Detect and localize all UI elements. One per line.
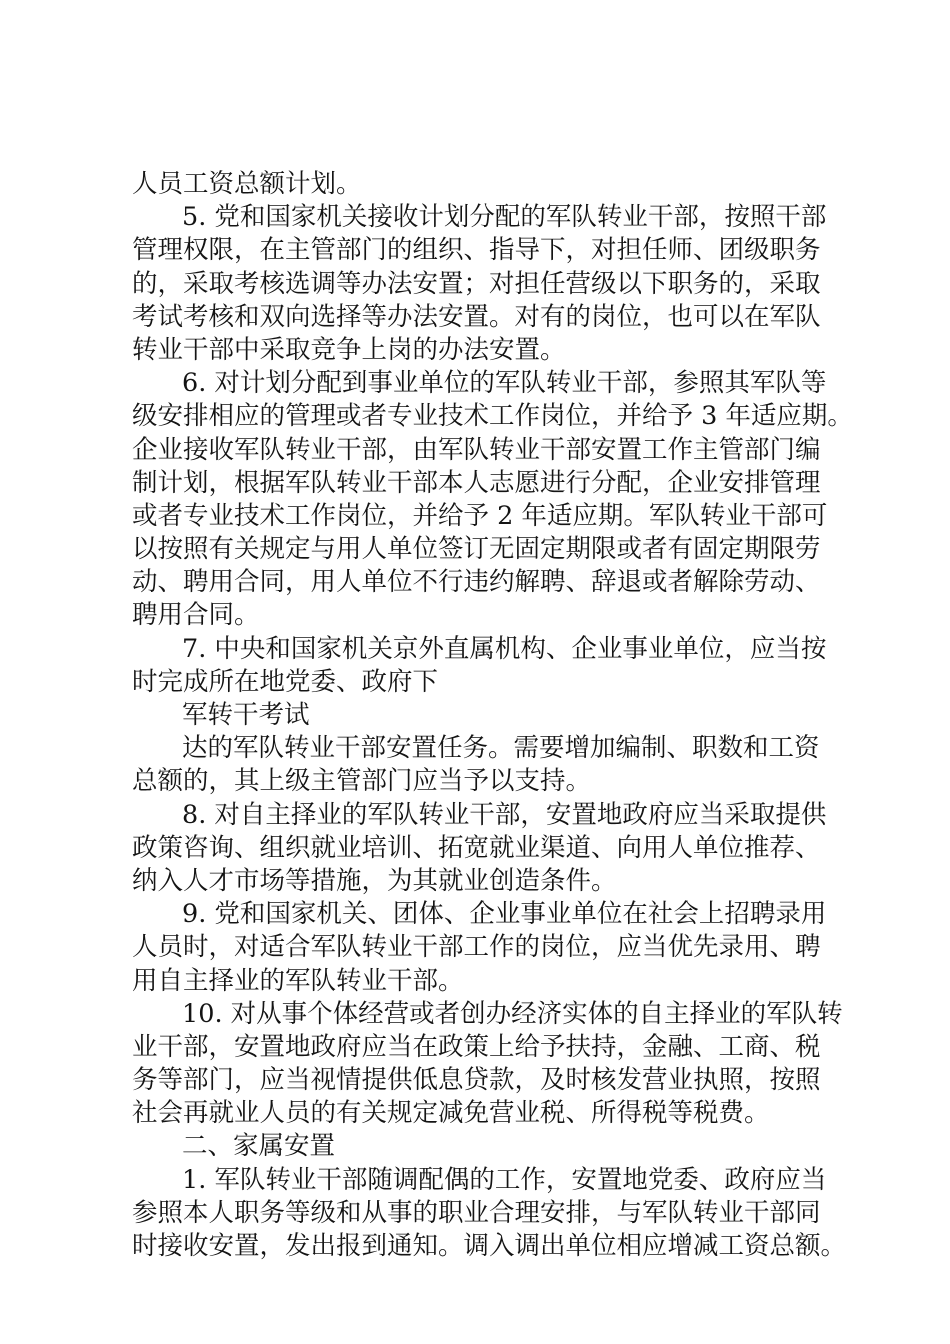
text-line: 达的军队转业干部安置任务。需要增加编制、职数和工资: [182, 733, 820, 764]
text-line: 转业干部中采取竞争上岗的办法安置。: [132, 334, 566, 365]
text-line: 或者专业技术工作岗位，并给予 2 年适应期。军队转业干部可: [132, 500, 828, 531]
text-line: 参照本人职务等级和从事的职业合理安排，与军队转业干部同: [132, 1197, 821, 1228]
text-line: 企业接收军队转业干部，由军队转业干部安置工作主管部门编: [132, 434, 821, 465]
text-line: 以按照有关规定与用人单位签订无固定期限或者有固定期限劳: [132, 534, 821, 565]
text-line: 聘用合同。: [132, 600, 260, 631]
text-line: 5. 党和国家机关接收计划分配的军队转业干部，按照干部: [182, 202, 827, 233]
document-body: [132, 168, 853, 1263]
text-line: 级安排相应的管理或者专业技术工作岗位，并给予 3 年适应期。: [132, 401, 853, 432]
text-line: 9. 党和国家机关、团体、企业事业单位在社会上招聘录用: [182, 899, 827, 930]
section-heading: 二、家属安置: [182, 1131, 336, 1162]
text-line: 制计划，根据军队转业干部本人志愿进行分配，企业安排管理: [132, 467, 821, 498]
text-line: 人员时，对适合军队转业干部工作的岗位，应当优先录用、聘: [132, 932, 821, 963]
text-line: 考试考核和双向选择等办法安置。对有的岗位，也可以在军队: [132, 301, 821, 332]
text-line: 动、聘用合同，用人单位不行违约解聘、辞退或者解除劳动、: [132, 567, 821, 598]
text-line: 6. 对计划分配到事业单位的军队转业干部，参照其军队等: [182, 368, 827, 399]
text-line: 的，采取考核选调等办法安置；对担任营级以下职务的，采取: [132, 268, 821, 299]
text-line: 10. 对从事个体经营或者创办经济实体的自主择业的军队转: [182, 998, 843, 1029]
text-line: 纳入人才市场等措施，为其就业创造条件。: [132, 865, 617, 896]
text-line: 政策咨询、组织就业培训、拓宽就业渠道、向用人单位推荐、: [132, 832, 821, 863]
text-line: 时接收安置，发出报到通知。调入调出单位相应增减工资总额。: [132, 1231, 847, 1261]
text-line: 用自主择业的军队转业干部。: [132, 965, 464, 996]
text-line: 7. 中央和国家机关京外直属机构、企业事业单位，应当按: [182, 633, 827, 664]
text-line: 管理权限，在主管部门的组织、指导下，对担任师、团级职务: [132, 235, 821, 266]
text-line: 务等部门，应当视情提供低息贷款，及时核发营业执照，按照: [132, 1065, 821, 1096]
text-line: 社会再就业人员的有关规定减免营业税、所得税等税费。: [132, 1098, 770, 1129]
text-line: 总额的，其上级主管部门应当予以支持。: [132, 766, 592, 797]
section-label: 军转干考试: [182, 700, 310, 730]
text-line: 1. 军队转业干部随调配偶的工作，安置地党委、政府应当: [182, 1164, 827, 1195]
text-line: 人员工资总额计划。: [132, 169, 362, 199]
text-line: 时完成所在地党委、政府下: [132, 666, 439, 697]
text-line: 业干部，安置地政府应当在政策上给予扶持，金融、工商、税: [132, 1031, 821, 1062]
text-line: 8. 对自主择业的军队转业干部，安置地政府应当采取提供: [182, 799, 827, 830]
